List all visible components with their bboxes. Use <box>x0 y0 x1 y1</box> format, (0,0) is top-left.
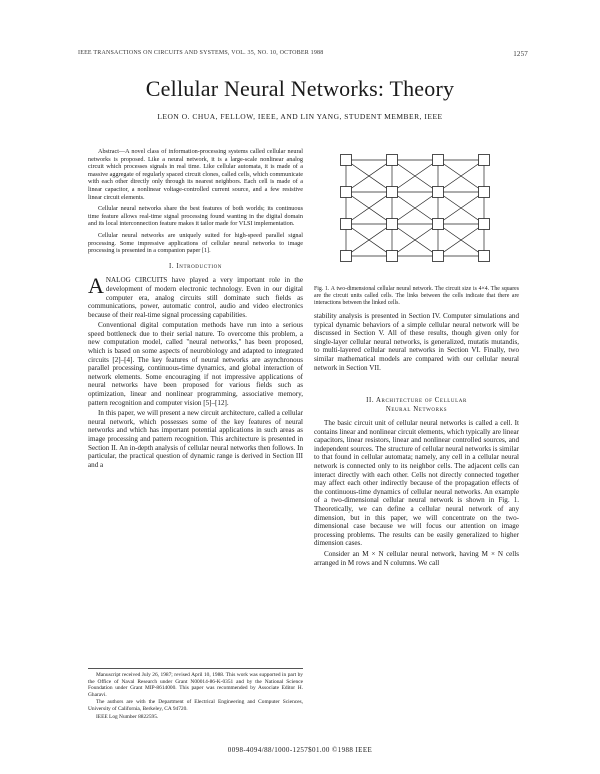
left-column <box>88 148 303 471</box>
copyright-line: 0098-4094/88/1000-1257$01.00 ©1988 IEEE <box>227 746 373 754</box>
cell-square <box>387 187 398 198</box>
cell-square <box>341 251 352 262</box>
section-heading-introduction: I. Introduction <box>168 262 223 270</box>
cell-square <box>433 187 444 198</box>
figure-1-caption: Fig. 1. A two-dimensional cellular neural network. The circuit size is 4×4. The squares are the circuit units called cells. The links between the cells indicate that there are interactions between the linked cells. <box>314 286 519 306</box>
footnote-affiliation: The authors are with the Department of Electrical Engineering and Computer Sciences, University of California, Berkeley, CA 94720. <box>88 699 303 712</box>
running-title: IEEE TRANSACTIONS ON CIRCUITS AND SYSTEMS, VOL. 35, NO. 10, OCTOBER 1988 <box>78 50 324 56</box>
abstract-paragraph-2: Cellular neural networks share the best features of both worlds; its continuous time feature allows real-time signal processing found wanting in the digital domain and its local interconnection feature makes it tailor made for VLSI implementation. <box>88 205 303 228</box>
intro-paragraph-3: In this paper, we will present a new circuit architecture, called a cellular neural network, which possesses some of the key features of neural networks and which has important potential applications in such areas as image processing and pattern recognition. This architecture is presented in Section II. An in-depth analysis of cellular neural networks then follows. In particular, the practical question of dynamic range is derived in Section III and a <box>88 409 303 469</box>
cell-square <box>479 219 490 230</box>
cell-square <box>387 219 398 230</box>
running-head <box>78 50 528 56</box>
right-column <box>314 388 519 569</box>
section-heading-architecture <box>314 396 519 414</box>
figure-1-cell-grid <box>324 150 520 282</box>
cell-square <box>479 187 490 198</box>
cell-square <box>433 219 444 230</box>
intro-paragraph-1 <box>88 273 303 319</box>
right-column-top <box>314 312 519 372</box>
right-column-continuation: stability analysis is presented in Section IV. Computer simulations and typical dynamic behaviors of a simple cellular neural network will be discussed in Section V. All of these results, though given only for single-layer cellular neural networks, is generalized, mutatis mutandis, to multi-layered cellular neural networks in Section VI. Finally, two similar mathematical models are compared with our cellular neural network in Section VII. <box>314 312 519 372</box>
cell-square <box>341 187 352 198</box>
cell-square <box>433 251 444 262</box>
cell-square <box>479 251 490 262</box>
cell-square <box>387 155 398 166</box>
abstract-paragraph-3: Cellular neural networks are uniquely suited for high-speed parallel signal processing. Some impressive applications of cellular neural networks to image processing is presented in a companion paper [1]. <box>88 231 303 255</box>
footnote <box>88 668 303 721</box>
section-heading-architecture-line2: Neural Networks <box>385 406 448 413</box>
section-heading-architecture-line1: II. Architecture of Cellular <box>366 397 467 404</box>
footnote-log-number: IEEE Log Number 8822595. <box>96 713 159 720</box>
intro-paragraph-1-text: NALOG CIRCUITS have played a very important role in the development of modern electronic technology. Even in our digital computer era, analog circuits still dominate such fields as communications, power, automatic control, audio and video electronics because of their real-time signal processing capabilities. <box>88 276 303 319</box>
cell-square <box>479 155 490 166</box>
cell-square <box>387 251 398 262</box>
cell-square <box>341 155 352 166</box>
footnote-manuscript: Manuscript received July 26, 1987; revised April 10, 1988. This work was supported in part by the Office of Naval Research under Grant N00014-86-K-0351 and by the National Science Foundation under Grant MIP-8614000. This paper was recommended by Associate Editor H. Gharavi. <box>88 672 303 698</box>
cell-square <box>341 219 352 230</box>
drop-cap: A <box>88 273 104 299</box>
architecture-paragraph-2: Consider an M × N cellular neural network, having M × N cells arranged in M rows and N columns. We call <box>314 549 519 567</box>
author-line: LEON O. CHUA, FELLOW, IEEE, AND LIN YANG, STUDENT MEMBER, IEEE <box>157 112 443 121</box>
architecture-paragraph-1: The basic circuit unit of cellular neural networks is called a cell. It contains linear and nonlinear circuit elements, which typically are linear capacitors, linear resistors, linear and nonlinear controlled sources, and independent sources. The structure of cellular neural networks is similar to that found in cellular automata; namely, any cell in a cellular neural network is connected only to its neighbor cells. The adjacent cells can interact directly with each other. Cells not directly connected together may affect each other indirectly because of the propagation effects of the continuous-time dynamics of cellular neural networks. An example of a two-dimensional cellular neural network is shown in Fig. 1. Theoretically, we can define a cellular neural network of any dimension, but in this paper, we will concentrate on the two-dimensional case because we will focus our attention on image processing problems. The results can be easily generalized to higher dimension cases. <box>314 419 519 548</box>
abstract-paragraph-1: Abstract—A novel class of information-processing systems called cellular neural networks is proposed. Like a neural network, it is a large-scale nonlinear analog circuit which processes signals in real time. Like cellular automata, it is made of a massive aggregate of regularly spaced circuit clones, called cells, which communicate with each other directly only through its nearest neighbors. Each cell is made of a linear capacitor, a nonlinear voltage-controlled current source, and a few resistive linear circuit elements. <box>88 148 303 201</box>
paper-title: Cellular Neural Networks: Theory <box>145 76 455 101</box>
cell-square <box>433 155 444 166</box>
page-number: 1257 <box>513 50 528 58</box>
intro-paragraph-2: Conventional digital computation methods have run into a serious speed bottleneck due to their serial nature. To overcome this problem, a new computation model, called "neural networks," has been proposed, which is based on some aspects of neurobiology and adapted to integrated circuits [2]–[4]. The key features of neural networks are asynchronous parallel processing, continuous-time dynamics, and global interaction of network elements. Some encouraging if not impressive applications of neural networks have been proposed for various fields such as optimization, linear and nonlinear programming, associative memory, pattern recognition and computer vision [5]–[12]. <box>88 321 303 407</box>
